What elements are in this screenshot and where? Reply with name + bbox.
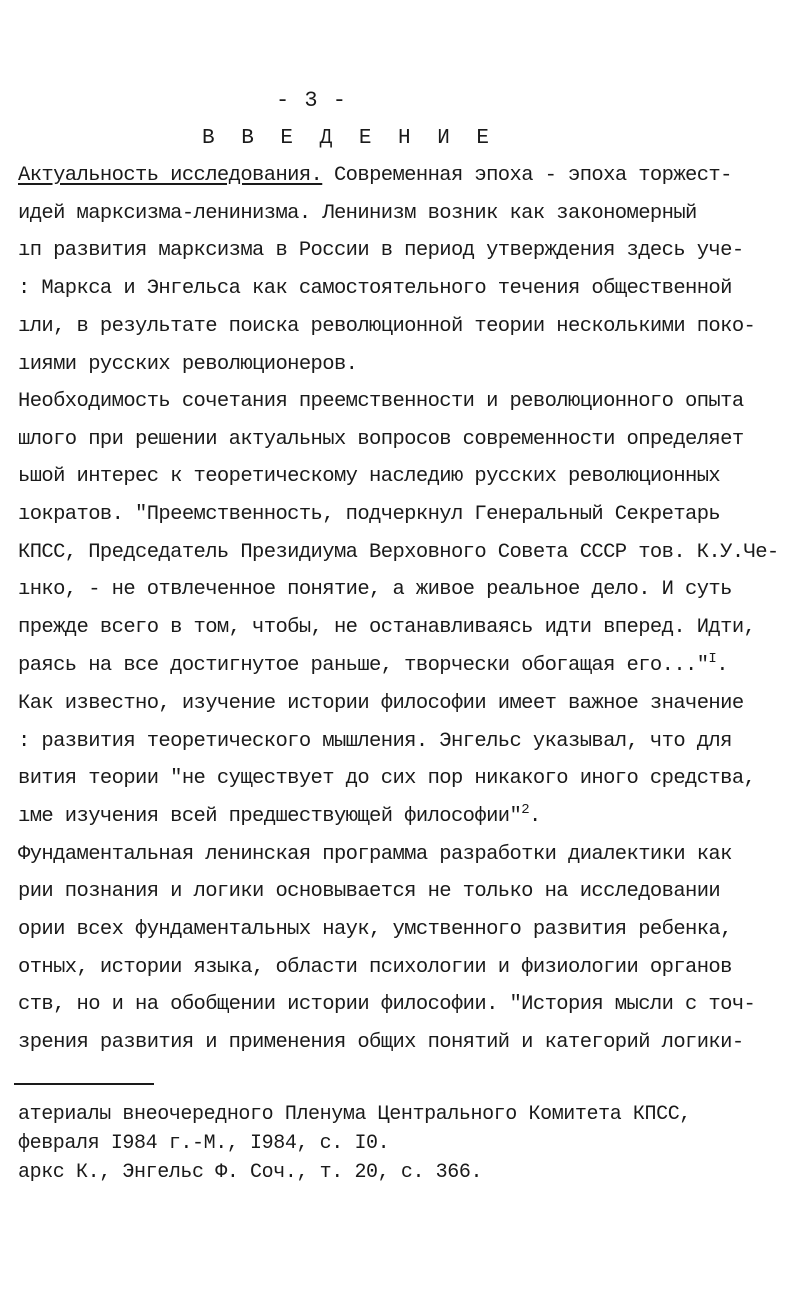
body-line-2: идей марксизма-ленинизма. Ленинизм возник как закономерный — [18, 202, 697, 225]
footnote-2: аркс К., Энгельс Ф. Соч., т. 20, с. 366. — [18, 1161, 483, 1184]
body-line-24: зрения развития и применения общих понятий и категорий логики- — [18, 1031, 744, 1054]
body-line-3: ıп развития марксизма в России в период утверждения здесь уче- — [18, 239, 744, 262]
body-line-10: ıократов. "Преемственность, подчеркнул Генеральный Секретарь — [18, 503, 721, 526]
body-line-text: ıме изучения всей предшествующей философии" — [18, 805, 522, 828]
body-line-12: ıнко, - не отвлеченное понятие, а живое реальное дело. И суть — [18, 578, 732, 601]
body-line-17: вития теории "не существует до сих пор никакого иного средства, — [18, 767, 756, 790]
page-number: - 3 - — [276, 88, 348, 113]
footnote-1: атериалы внеочередного Пленума Центрального Комитета КПСС, — [18, 1103, 691, 1126]
body-line-23: ств, но и на обобщении истории философии. "История мысли с точ- — [18, 993, 756, 1016]
punctuation: . — [716, 654, 728, 677]
body-line-4: : Маркса и Энгельса как самостоятельного течения общественной — [18, 277, 732, 300]
body-line-19: Фундаментальная ленинская программа разработки диалектики как — [18, 843, 732, 866]
body-line-7: Необходимость сочетания преемственности и революционного опыта — [18, 390, 744, 413]
body-line-5: ıли, в результате поиска революционной теории несколькими поко- — [18, 315, 756, 338]
body-line-text: Современная эпоха - эпоха торжест- — [322, 164, 732, 187]
body-line-8: шлого при решении актуальных вопросов современности определяет — [18, 428, 744, 451]
body-line-13: прежде всего в том, чтобы, не останавливаясь идти вперед. Идти, — [18, 616, 756, 639]
body-line-18 — [18, 802, 541, 829]
body-line-21: ории всех фундаментальных наук, умственного развития ребенка, — [18, 918, 732, 941]
body-line-6: ıиями русских революционеров. — [18, 353, 358, 376]
body-line-11: КПСС, Председатель Президиума Верховного Совета СССР тов. К.У.Че- — [18, 541, 779, 564]
footnote-1-cont: февраля I984 г.-М., I984, с. I0. — [18, 1132, 390, 1155]
footnote-ref-2: 2 — [521, 802, 529, 819]
body-line-1 — [18, 164, 732, 188]
footnote-divider — [14, 1083, 154, 1085]
body-line-text: раясь на все достигнутое раньше, творчески обогащая его..." — [18, 654, 709, 677]
lead-label: Актуальность исследования. — [18, 164, 323, 187]
body-line-22: отных, истории языка, области психологии и физиологии органов — [18, 956, 732, 979]
body-line-14 — [18, 651, 728, 678]
footnote-ref-1: I — [708, 651, 717, 668]
section-heading: В В Е Д Е Н И Е — [202, 127, 497, 150]
body-line-9: ьшой интерес к теоретическому наследию русских революционных — [18, 465, 721, 488]
body-line-16: : развития теоретического мышления. Энгельс указывал, что для — [18, 730, 732, 753]
body-line-15: Как известно, изучение истории философии имеет важное значение — [18, 692, 744, 715]
body-line-20: рии познания и логики основывается не только на исследовании — [18, 880, 721, 903]
punctuation: . — [529, 805, 541, 828]
